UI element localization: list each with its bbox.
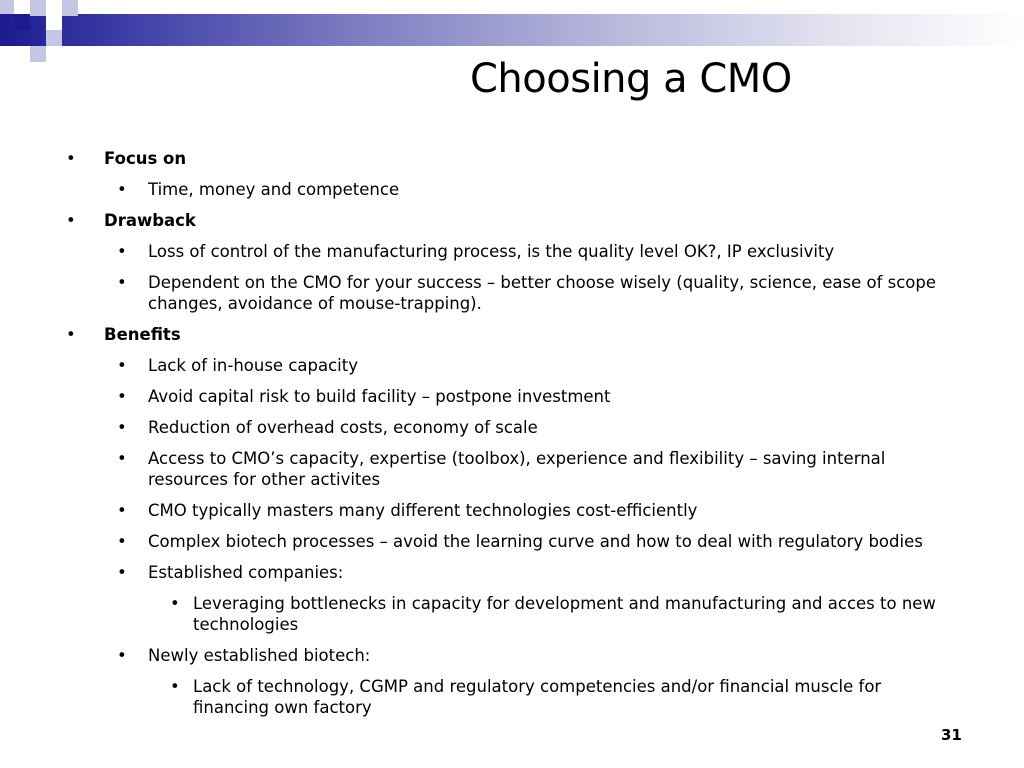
bullet-item: [0, 272, 938, 314]
bullet-heading: [0, 148, 1024, 169]
decorative-square: [46, 14, 62, 30]
bullet-text: CMO typically masters many different technologies cost-efficiently: [148, 501, 698, 520]
decorative-square: [62, 0, 78, 16]
bullet-marker: •: [117, 356, 127, 375]
header-gradient-bar: [0, 14, 1024, 46]
bullet-text: Drawback: [104, 211, 196, 230]
bullet-heading: [0, 324, 1024, 345]
bullet-text: Leveraging bottlenecks in capacity for development and manufacturing and acces to new technologies: [193, 594, 936, 634]
page-number: 31: [941, 726, 962, 744]
bullet-marker: •: [117, 449, 127, 468]
bullet-text: Newly established biotech:: [148, 646, 371, 665]
bullet-item: [0, 179, 938, 200]
bullet-marker: •: [117, 646, 127, 665]
bullet-marker: •: [66, 325, 76, 344]
bullet-marker: •: [66, 149, 76, 168]
bullet-text: Time, money and competence: [148, 180, 400, 199]
sub-bullet-item: [0, 676, 938, 718]
decorative-square: [46, 30, 62, 46]
bullet-marker: •: [117, 501, 127, 520]
bullet-text: Dependent on the CMO for your success – better choose wisely (quality, science, ease of scope changes, avoidance of mouse-trapping).: [148, 273, 937, 313]
bullet-item: [0, 562, 938, 583]
decorative-square: [30, 46, 46, 62]
bullet-item: [0, 645, 938, 666]
bullet-text: Benefits: [104, 325, 181, 344]
bullet-text: Loss of control of the manufacturing process, is the quality level OK?, IP exclusivity: [148, 242, 835, 261]
bullet-item: [0, 417, 938, 438]
bullet-marker: •: [117, 418, 127, 437]
bullet-marker: •: [170, 594, 180, 613]
bullet-item: [0, 531, 938, 552]
bullet-marker: •: [66, 211, 76, 230]
bullet-text: Reduction of overhead costs, economy of scale: [148, 418, 538, 437]
bullet-text: Lack of in-house capacity: [148, 356, 358, 375]
bullet-list: [0, 148, 1024, 728]
bullet-item: [0, 448, 938, 490]
bullet-text: Complex biotech processes – avoid the learning curve and how to deal with regulatory bodies: [148, 532, 923, 551]
bullet-marker: •: [170, 677, 180, 696]
bullet-item: [0, 386, 938, 407]
bullet-text: Avoid capital risk to build facility – postpone investment: [148, 387, 611, 406]
bullet-text: Access to CMO’s capacity, expertise (toolbox), experience and flexibility – saving internal resources for other activites: [148, 449, 886, 489]
bullet-heading: [0, 210, 1024, 231]
sub-bullet-item: [0, 593, 938, 635]
bullet-item: [0, 355, 938, 376]
bullet-marker: •: [117, 273, 127, 292]
bullet-text: Established companies:: [148, 563, 344, 582]
bullet-marker: •: [117, 180, 127, 199]
decorative-square: [0, 0, 14, 14]
decorative-square: [14, 14, 30, 30]
bullet-marker: •: [117, 563, 127, 582]
bullet-text: Focus on: [104, 149, 187, 168]
bullet-item: [0, 241, 938, 262]
bullet-item: [0, 500, 938, 521]
bullet-marker: •: [117, 242, 127, 261]
slide-title: Choosing a CMO: [470, 56, 792, 102]
bullet-marker: •: [117, 532, 127, 551]
decorative-square: [30, 0, 46, 16]
bullet-marker: •: [117, 387, 127, 406]
bullet-text: Lack of technology, CGMP and regulatory competencies and/or financial muscle for financing own factory: [193, 677, 882, 717]
